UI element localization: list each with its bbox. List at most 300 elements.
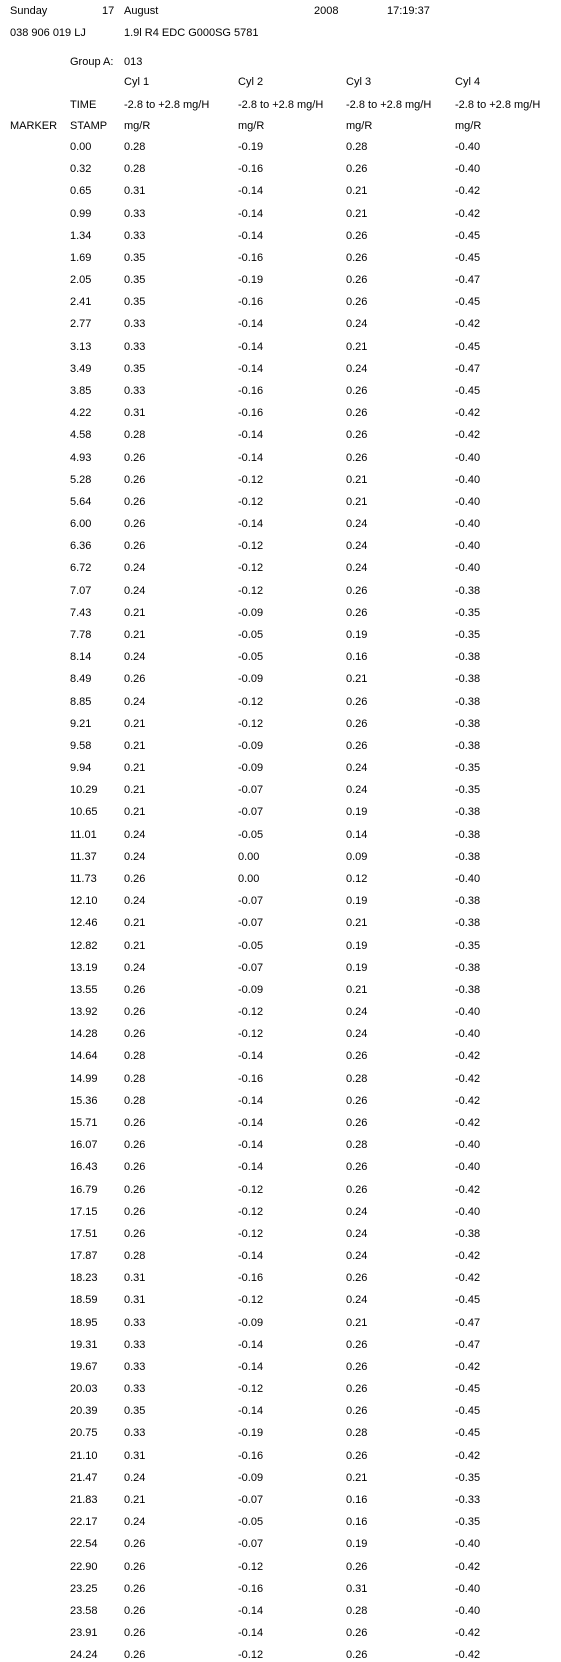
- table-row: [0, 739, 561, 753]
- cyl3-value: 0.21: [346, 917, 368, 930]
- cyl3-value: 0.21: [346, 1316, 368, 1329]
- table-row: [0, 1537, 561, 1551]
- cyl2-value: -0.16: [238, 385, 264, 397]
- cyl4-value: -0.38: [455, 695, 481, 708]
- cyl2-value: 0.00: [238, 850, 260, 863]
- cyl3-value: 0.21: [346, 1471, 368, 1484]
- cyl4-value: -0.42: [455, 1116, 481, 1129]
- cyl3-value: 0.24: [346, 1227, 368, 1240]
- cyl2-value: -0.14: [238, 340, 264, 353]
- cyl4-range: -2.8 to +2.8 mg/H: [455, 99, 541, 111]
- cyl3-value: 0.26: [346, 1449, 368, 1462]
- cyl2-value: -0.05: [238, 629, 264, 641]
- time-stamp-cell: 1.69: [70, 251, 92, 264]
- cyl3-value: 0.21: [346, 673, 368, 686]
- cyl1-value: 0.33: [124, 1338, 146, 1351]
- time-stamp-cell: 17.87: [70, 1250, 98, 1262]
- cyl1-value: 0.24: [124, 584, 146, 597]
- day-label: Sunday: [10, 5, 48, 17]
- cyl1-value: 0.35: [124, 296, 146, 309]
- cyl1-value: 0.31: [124, 1449, 146, 1462]
- cyl4-value: -0.38: [455, 806, 481, 819]
- table-row: [0, 939, 561, 953]
- cyl2-value: -0.07: [238, 806, 264, 819]
- time-stamp-cell: 3.85: [70, 385, 92, 397]
- cyl2-value: -0.14: [238, 451, 264, 464]
- cyl3-value: 0.24: [346, 784, 368, 797]
- cyl1-value: 0.26: [124, 495, 146, 508]
- cyl3-value: 0.14: [346, 828, 368, 841]
- table-row: [0, 1338, 561, 1352]
- cyl3-value: 0.26: [346, 717, 368, 730]
- time-stamp-cell: 9.58: [70, 739, 92, 752]
- cyl4-value: -0.38: [455, 739, 481, 752]
- cyl1-value: 0.28: [124, 1250, 146, 1262]
- cyl3-value: 0.26: [346, 606, 368, 619]
- cyl1-value: 0.24: [124, 562, 146, 575]
- part-number: 038 906 019 LJ: [10, 27, 86, 39]
- cyl1-value: 0.33: [124, 1316, 146, 1329]
- cyl4-value: -0.40: [455, 1161, 481, 1174]
- table-row: [0, 406, 561, 420]
- cyl3-unit: mg/R: [346, 120, 373, 132]
- cyl4-value: -0.40: [455, 141, 481, 153]
- cyl1-value: 0.26: [124, 673, 146, 686]
- cyl4-value: -0.45: [455, 385, 481, 397]
- time-stamp-cell: 9.94: [70, 762, 92, 774]
- cyl3-value: 0.21: [346, 983, 368, 996]
- cyl4-value: -0.35: [455, 1516, 481, 1529]
- cyl4-value: -0.47: [455, 1316, 481, 1329]
- table-row: [0, 1227, 561, 1241]
- table-row: [0, 495, 561, 509]
- cyl4-value: -0.40: [455, 540, 481, 553]
- cyl2-value: -0.16: [238, 1449, 264, 1462]
- cyl2-value: -0.05: [238, 651, 264, 664]
- cyl1-value: 0.31: [124, 1272, 146, 1285]
- time-stamp-cell: 20.03: [70, 1383, 98, 1396]
- cyl1-value: 0.21: [124, 784, 146, 797]
- cyl3-value: 0.26: [346, 163, 368, 176]
- cyl1-value: 0.26: [124, 1227, 146, 1240]
- table-row: [0, 606, 561, 620]
- cyl1-value: 0.24: [124, 961, 146, 974]
- cyl1-value: 0.26: [124, 1205, 146, 1218]
- cyl3-value: 0.09: [346, 850, 368, 863]
- cyl2-value: -0.14: [238, 229, 264, 242]
- time-stamp-cell: 4.22: [70, 407, 92, 420]
- cyl4-value: -0.38: [455, 917, 481, 930]
- cyl3-value: 0.24: [346, 540, 368, 553]
- cyl4-value: -0.40: [455, 1538, 481, 1551]
- cyl2-value: -0.14: [238, 362, 264, 375]
- cyl4-value: -0.47: [455, 362, 481, 375]
- cyl3-header: Cyl 3: [346, 76, 372, 88]
- table-row: [0, 1626, 561, 1640]
- cyl1-value: 0.21: [124, 762, 146, 774]
- cyl1-value: 0.21: [124, 629, 146, 641]
- cyl1-value: 0.35: [124, 362, 146, 375]
- cyl4-value: -0.42: [455, 1050, 481, 1063]
- cyl3-value: 0.24: [346, 1294, 368, 1307]
- time-stamp-cell: 15.71: [70, 1116, 98, 1129]
- cyl2-value: -0.09: [238, 1316, 264, 1329]
- cyl2-value: -0.07: [238, 1494, 264, 1506]
- cyl3-value: 0.19: [346, 806, 368, 819]
- cyl4-value: -0.38: [455, 651, 481, 664]
- table-row: [0, 1560, 561, 1574]
- cyl4-value: -0.35: [455, 762, 481, 774]
- cyl2-value: -0.09: [238, 606, 264, 619]
- cyl4-value: -0.40: [455, 451, 481, 464]
- table-row: [0, 850, 561, 864]
- table-row: [0, 1515, 561, 1529]
- time-stamp-cell: 5.64: [70, 495, 92, 508]
- time-stamp-cell: 3.49: [70, 362, 92, 375]
- table-row: [0, 184, 561, 198]
- table-row: [0, 761, 561, 775]
- time-stamp-cell: 6.00: [70, 518, 92, 531]
- cyl4-value: -0.42: [455, 1449, 481, 1462]
- cyl1-value: 0.33: [124, 340, 146, 353]
- table-row: [0, 473, 561, 487]
- time-stamp-cell: 22.54: [70, 1538, 98, 1551]
- cyl2-value: -0.12: [238, 1227, 264, 1240]
- cyl4-value: -0.35: [455, 939, 481, 952]
- time-stamp-cell: 2.05: [70, 274, 92, 287]
- cyl1-value: 0.24: [124, 1471, 146, 1484]
- cyl4-value: -0.35: [455, 784, 481, 797]
- cyl1-value: 0.21: [124, 1494, 146, 1506]
- cyl3-value: 0.26: [346, 429, 368, 442]
- table-row: [0, 340, 561, 354]
- cyl1-value: 0.33: [124, 318, 146, 331]
- cyl1-value: 0.28: [124, 1094, 146, 1107]
- cyl3-value: 0.26: [346, 274, 368, 287]
- time-stamp-cell: 1.34: [70, 229, 92, 242]
- cyl4-value: -0.40: [455, 1205, 481, 1218]
- cyl1-value: 0.35: [124, 251, 146, 264]
- time-stamp-cell: 8.49: [70, 673, 92, 686]
- table-row: [0, 872, 561, 886]
- cyl1-value: 0.26: [124, 1582, 146, 1595]
- cyl1-value: 0.26: [124, 451, 146, 464]
- table-row: [0, 362, 561, 376]
- cyl2-value: -0.12: [238, 473, 264, 486]
- cyl1-value: 0.35: [124, 1405, 146, 1418]
- time-stamp-cell: 3.13: [70, 340, 92, 353]
- table-row: [0, 1249, 561, 1263]
- table-row: [0, 1404, 561, 1418]
- time-stamp-cell: 21.83: [70, 1494, 98, 1506]
- marker-header: MARKER: [10, 120, 58, 132]
- table-row: [0, 1138, 561, 1152]
- cyl3-value: 0.26: [346, 695, 368, 708]
- cyl2-value: -0.07: [238, 917, 264, 930]
- cyl3-value: 0.31: [346, 1582, 368, 1595]
- cyl3-value: 0.26: [346, 1094, 368, 1107]
- time-stamp-cell: 6.36: [70, 540, 92, 553]
- cyl2-value: -0.05: [238, 1516, 264, 1529]
- cyl3-value: 0.26: [346, 1116, 368, 1129]
- cyl1-value: 0.26: [124, 1006, 146, 1018]
- cyl1-value: 0.26: [124, 1627, 146, 1640]
- cyl1-value: 0.24: [124, 651, 146, 664]
- time-stamp-cell: 0.32: [70, 163, 92, 176]
- cyl2-value: -0.12: [238, 562, 264, 575]
- table-row: [0, 1049, 561, 1063]
- time-stamp-cell: 23.58: [70, 1604, 98, 1617]
- stamp-header: STAMP: [70, 120, 108, 132]
- cyl4-value: -0.40: [455, 1139, 481, 1152]
- group-value: 013: [124, 56, 143, 68]
- table-row: [0, 628, 561, 642]
- cyl1-value: 0.21: [124, 917, 146, 930]
- table-row: [0, 1072, 561, 1086]
- cyl4-value: -0.42: [455, 407, 481, 420]
- cyl4-value: -0.35: [455, 606, 481, 619]
- table-row: [0, 1493, 561, 1507]
- cyl2-value: -0.12: [238, 1183, 264, 1196]
- time-stamp-cell: 14.28: [70, 1028, 98, 1041]
- time-stamp-cell: 8.85: [70, 695, 92, 708]
- table-row: [0, 251, 561, 265]
- cyl3-value: 0.28: [346, 141, 368, 153]
- cyl3-value: 0.24: [346, 1006, 368, 1018]
- time-stamp-cell: 20.39: [70, 1405, 98, 1418]
- cyl4-value: -0.42: [455, 318, 481, 331]
- cyl2-value: -0.14: [238, 518, 264, 531]
- cyl3-value: 0.26: [346, 251, 368, 264]
- cyl3-value: 0.21: [346, 185, 368, 198]
- table-row: [0, 672, 561, 686]
- cyl1-value: 0.26: [124, 1028, 146, 1041]
- cyl4-value: -0.45: [455, 340, 481, 353]
- cyl3-value: 0.26: [346, 385, 368, 397]
- cyl3-value: 0.28: [346, 1139, 368, 1152]
- cyl1-value: 0.26: [124, 473, 146, 486]
- cyl4-value: -0.45: [455, 1383, 481, 1396]
- cyl4-value: -0.47: [455, 274, 481, 287]
- cyl2-value: -0.12: [238, 1649, 264, 1662]
- cyl1-value: 0.33: [124, 229, 146, 242]
- cyl3-value: 0.26: [346, 1050, 368, 1063]
- table-row: [0, 539, 561, 553]
- time-stamp-cell: 12.82: [70, 939, 98, 952]
- cyl3-value: 0.24: [346, 518, 368, 531]
- cyl2-value: -0.16: [238, 251, 264, 264]
- cyl4-value: -0.38: [455, 961, 481, 974]
- cyl3-value: 0.12: [346, 872, 368, 885]
- time-stamp-cell: 17.51: [70, 1227, 98, 1240]
- table-row: [0, 1271, 561, 1285]
- cyl3-value: 0.26: [346, 1183, 368, 1196]
- cyl3-value: 0.21: [346, 207, 368, 220]
- cyl3-value: 0.19: [346, 961, 368, 974]
- table-row: [0, 295, 561, 309]
- cyl2-value: -0.16: [238, 407, 264, 420]
- time-stamp-cell: 13.55: [70, 983, 98, 996]
- cyl2-value: -0.12: [238, 1006, 264, 1018]
- cyl2-value: -0.12: [238, 584, 264, 597]
- cyl2-value: -0.14: [238, 318, 264, 331]
- time-stamp-cell: 14.99: [70, 1072, 98, 1085]
- time-stamp-cell: 11.73: [70, 872, 97, 885]
- cyl2-value: -0.16: [238, 1272, 264, 1285]
- cyl1-value: 0.24: [124, 695, 146, 708]
- table-row: [0, 207, 561, 221]
- cyl2-value: -0.12: [238, 1294, 264, 1307]
- cyl3-value: 0.26: [346, 1627, 368, 1640]
- cyl4-value: -0.40: [455, 872, 481, 885]
- cyl1-value: 0.24: [124, 850, 146, 863]
- cyl1-value: 0.26: [124, 1649, 146, 1662]
- cyl3-value: 0.26: [346, 1272, 368, 1285]
- time-stamp-cell: 2.41: [70, 296, 92, 309]
- table-row: [0, 1449, 561, 1463]
- cyl2-value: -0.19: [238, 1427, 264, 1440]
- time-stamp-cell: 11.01: [70, 828, 97, 841]
- cyl4-value: -0.40: [455, 495, 481, 508]
- table-row: [0, 1160, 561, 1174]
- cyl2-value: -0.12: [238, 1205, 264, 1218]
- cyl4-value: -0.42: [455, 185, 481, 198]
- time-stamp-cell: 0.99: [70, 207, 92, 220]
- cyl2-value: -0.14: [238, 1360, 264, 1373]
- cyl1-value: 0.26: [124, 1604, 146, 1617]
- cyl2-value: -0.12: [238, 1560, 264, 1573]
- cyl3-value: 0.26: [346, 1161, 368, 1174]
- cyl3-value: 0.21: [346, 473, 368, 486]
- table-row: [0, 695, 561, 709]
- cyl1-value: 0.33: [124, 207, 146, 220]
- cyl2-value: -0.14: [238, 1094, 264, 1107]
- cyl2-value: -0.14: [238, 207, 264, 220]
- cyl3-range: -2.8 to +2.8 mg/H: [346, 99, 432, 111]
- table-row: [0, 1382, 561, 1396]
- time-stamp-cell: 0.00: [70, 141, 92, 153]
- table-row: [0, 273, 561, 287]
- cyl1-value: 0.33: [124, 1427, 146, 1440]
- cyl3-value: 0.26: [346, 1405, 368, 1418]
- month-label: August: [124, 5, 159, 17]
- cyl2-range: -2.8 to +2.8 mg/H: [238, 99, 324, 111]
- cyl1-value: 0.21: [124, 739, 146, 752]
- cyl4-value: -0.42: [455, 1094, 481, 1107]
- cyl1-value: 0.21: [124, 717, 146, 730]
- cyl4-value: -0.40: [455, 473, 481, 486]
- cyl4-value: -0.40: [455, 518, 481, 531]
- cyl2-value: -0.14: [238, 1161, 264, 1174]
- cyl3-value: 0.24: [346, 318, 368, 331]
- time-stamp-cell: 12.46: [70, 917, 98, 930]
- time-stamp-cell: 11.37: [70, 850, 97, 863]
- cyl3-value: 0.26: [346, 584, 368, 597]
- cyl4-value: -0.42: [455, 1272, 481, 1285]
- cyl1-value: 0.24: [124, 828, 146, 841]
- cyl1-unit: mg/R: [124, 120, 151, 132]
- cyl2-value: -0.14: [238, 429, 264, 442]
- time-stamp-cell: 24.24: [70, 1649, 98, 1662]
- time-stamp-cell: 19.31: [70, 1338, 98, 1351]
- table-row: [0, 1205, 561, 1219]
- cyl4-value: -0.40: [455, 1028, 481, 1041]
- cyl2-value: -0.09: [238, 673, 264, 686]
- cyl2-value: -0.19: [238, 274, 264, 287]
- cyl3-value: 0.26: [346, 296, 368, 309]
- time-stamp-cell: 6.72: [70, 562, 92, 575]
- cyl3-value: 0.26: [346, 407, 368, 420]
- time-stamp-cell: 7.07: [70, 584, 92, 597]
- cyl3-value: 0.19: [346, 1538, 368, 1551]
- cyl3-value: 0.26: [346, 739, 368, 752]
- cyl2-value: -0.16: [238, 1582, 264, 1595]
- table-row: [0, 451, 561, 465]
- time-stamp-cell: 23.91: [70, 1627, 98, 1640]
- time-stamp-cell: 9.21: [70, 717, 92, 730]
- cyl2-value: -0.14: [238, 1338, 264, 1351]
- cyl2-value: -0.16: [238, 163, 264, 176]
- year-label: 2008: [314, 5, 339, 17]
- table-row: [0, 561, 561, 575]
- table-row: [0, 1005, 561, 1019]
- cyl1-value: 0.26: [124, 1538, 146, 1551]
- cyl2-value: -0.12: [238, 717, 264, 730]
- cyl3-value: 0.21: [346, 495, 368, 508]
- cyl3-value: 0.19: [346, 939, 368, 952]
- cyl4-value: -0.38: [455, 828, 481, 841]
- table-row: [0, 916, 561, 930]
- cyl3-value: 0.16: [346, 651, 368, 664]
- table-row: [0, 717, 561, 731]
- cyl4-value: -0.33: [455, 1494, 481, 1506]
- cyl1-value: 0.33: [124, 1360, 146, 1373]
- cyl4-header: Cyl 4: [455, 76, 481, 88]
- table-row: [0, 805, 561, 819]
- time-stamp-cell: 22.17: [70, 1516, 98, 1529]
- time-stamp-cell: 16.43: [70, 1161, 98, 1174]
- cyl4-unit: mg/R: [455, 120, 482, 132]
- cyl1-value: 0.28: [124, 1072, 146, 1085]
- time-stamp-cell: 4.93: [70, 451, 92, 464]
- cyl2-value: -0.14: [238, 1405, 264, 1418]
- cyl1-value: 0.33: [124, 1383, 146, 1396]
- cyl4-value: -0.35: [455, 1471, 481, 1484]
- table-row: [0, 517, 561, 531]
- cyl2-value: -0.07: [238, 961, 264, 974]
- cyl2-value: -0.12: [238, 495, 264, 508]
- group-label: Group A:: [70, 56, 114, 68]
- cyl2-value: -0.09: [238, 739, 264, 752]
- table-row: [0, 1648, 561, 1662]
- cyl2-value: -0.12: [238, 540, 264, 553]
- cyl1-value: 0.26: [124, 540, 146, 553]
- table-row: [0, 1183, 561, 1197]
- cyl1-value: 0.26: [124, 1183, 146, 1196]
- cyl3-value: 0.26: [346, 229, 368, 242]
- cyl3-value: 0.24: [346, 562, 368, 575]
- cyl3-value: 0.24: [346, 1028, 368, 1041]
- table-row: [0, 783, 561, 797]
- cyl2-value: -0.12: [238, 1383, 264, 1396]
- time-stamp-cell: 23.25: [70, 1582, 98, 1595]
- table-row: [0, 961, 561, 975]
- cyl2-value: -0.09: [238, 762, 264, 774]
- table-row: [0, 317, 561, 331]
- table-row: [0, 828, 561, 842]
- cyl1-value: 0.28: [124, 141, 146, 153]
- cyl3-value: 0.26: [346, 1383, 368, 1396]
